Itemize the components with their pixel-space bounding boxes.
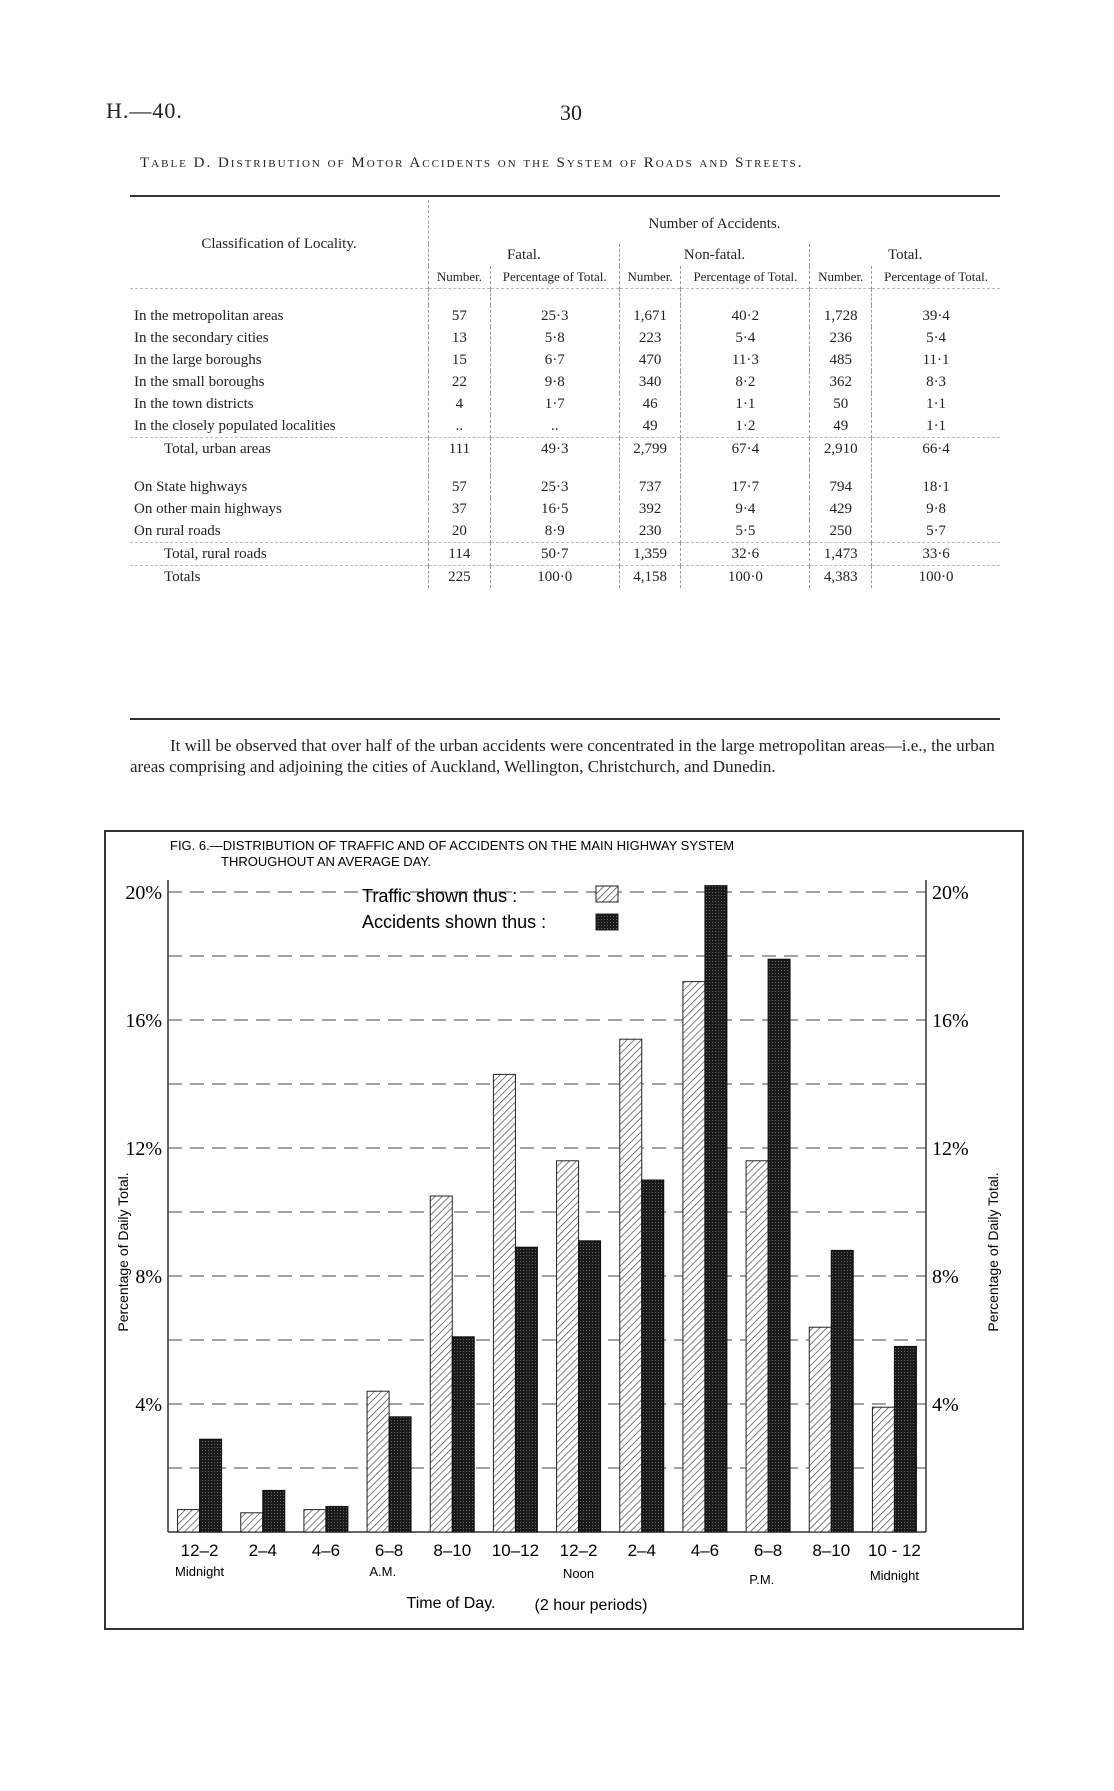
cell-value: 67·4 bbox=[681, 438, 810, 461]
cell-value: 223 bbox=[619, 327, 681, 349]
table-bottom-rule bbox=[130, 718, 1000, 720]
cell-value: 250 bbox=[810, 520, 872, 543]
cell-value: 25·3 bbox=[490, 305, 619, 327]
table-total-row bbox=[130, 438, 1000, 461]
cell-value: 8·9 bbox=[490, 520, 619, 543]
cell-value: 13 bbox=[429, 327, 491, 349]
cell-value: 1·1 bbox=[872, 393, 1000, 415]
chart-title-line2: THROUGHOUT AN AVERAGE DAY. bbox=[221, 854, 431, 869]
x-tick-label: 2–4 bbox=[248, 1541, 277, 1560]
cell-value: .. bbox=[490, 415, 619, 438]
cell-value: .. bbox=[429, 415, 491, 438]
subheader: Number. bbox=[810, 266, 872, 289]
x-note-midnight-end: Midnight bbox=[869, 1568, 919, 1583]
bar-traffic bbox=[809, 1327, 831, 1532]
cell-value: 1·1 bbox=[872, 415, 1000, 438]
bar-traffic bbox=[178, 1510, 200, 1532]
subheader: Percentage of Total. bbox=[681, 266, 810, 289]
bar-accidents bbox=[705, 886, 727, 1532]
table-row bbox=[130, 305, 1000, 327]
x-tick-label: 10 - 12 bbox=[867, 1541, 921, 1560]
classification-header: Classification of Locality. bbox=[201, 236, 357, 252]
cell-value: 230 bbox=[619, 520, 681, 543]
cell-value: 1·7 bbox=[490, 393, 619, 415]
y-tick-left: 4% bbox=[135, 1394, 162, 1416]
y-tick-left: 20% bbox=[125, 882, 162, 904]
nonfatal-header: Non-fatal. bbox=[619, 244, 810, 266]
figure-6 bbox=[104, 830, 1024, 1630]
table-top-rule bbox=[130, 195, 1000, 197]
bar-accidents bbox=[831, 1250, 853, 1532]
cell-value: 9·8 bbox=[490, 371, 619, 393]
y-axis-label-left: Percentage of Daily Total. bbox=[115, 1172, 131, 1332]
cell-value: 9·8 bbox=[872, 498, 1000, 520]
cell-value: 5·8 bbox=[490, 327, 619, 349]
bar-traffic bbox=[367, 1391, 389, 1532]
cell-value: 1,671 bbox=[619, 305, 681, 327]
x-tick-label: 10–12 bbox=[491, 1541, 540, 1560]
bar-traffic bbox=[493, 1074, 515, 1532]
cell-value: 50 bbox=[810, 393, 872, 415]
table-title: Table D. Distribution of Motor Accidents on the System of Roads and Streets. bbox=[140, 155, 804, 171]
table-row bbox=[130, 415, 1000, 438]
x-tick-label: 12–2 bbox=[559, 1541, 598, 1560]
y-tick-right: 4% bbox=[932, 1394, 959, 1416]
cell-value: 40·2 bbox=[681, 305, 810, 327]
cell-value: 114 bbox=[429, 543, 491, 566]
cell-value: 39·4 bbox=[872, 305, 1000, 327]
row-label: In the metropolitan areas bbox=[134, 308, 284, 324]
table-row bbox=[130, 498, 1000, 520]
chart-title-line1: FIG. 6.—DISTRIBUTION OF TRAFFIC AND OF ACCIDENTS ON THE MAIN HIGHWAY SYSTEM bbox=[170, 838, 735, 853]
cell-value: 11·1 bbox=[872, 349, 1000, 371]
table-row bbox=[130, 520, 1000, 543]
cell-value: 20 bbox=[429, 520, 491, 543]
bar-accidents bbox=[894, 1346, 916, 1532]
table-row bbox=[130, 393, 1000, 415]
cell-value: 362 bbox=[810, 371, 872, 393]
y-tick-left: 8% bbox=[135, 1266, 162, 1288]
cell-value: 57 bbox=[429, 305, 491, 327]
row-label: On rural roads bbox=[134, 523, 221, 539]
row-label: In the secondary cities bbox=[134, 330, 269, 346]
traffic-accidents-chart bbox=[106, 832, 1022, 1628]
cell-value: 485 bbox=[810, 349, 872, 371]
cell-value: 46 bbox=[619, 393, 681, 415]
cell-value: 32·6 bbox=[681, 543, 810, 566]
cell-value: 16·5 bbox=[490, 498, 619, 520]
cell-value: 8·2 bbox=[681, 371, 810, 393]
bar-traffic bbox=[620, 1039, 642, 1532]
bar-accidents bbox=[515, 1247, 537, 1532]
y-tick-left: 16% bbox=[125, 1010, 162, 1032]
x-tick-label: 8–10 bbox=[433, 1541, 472, 1560]
cell-value: 33·6 bbox=[872, 543, 1000, 566]
cell-value: 4 bbox=[429, 393, 491, 415]
cell-value: 2,799 bbox=[619, 438, 681, 461]
cell-value: 49 bbox=[810, 415, 872, 438]
row-label: Totals bbox=[130, 566, 429, 589]
table-row bbox=[130, 327, 1000, 349]
cell-value: 5·7 bbox=[872, 520, 1000, 543]
x-axis-label-note: (2 hour periods) bbox=[534, 1597, 648, 1614]
fatal-header: Fatal. bbox=[429, 244, 620, 266]
cell-value: 794 bbox=[810, 476, 872, 498]
table-total-row bbox=[130, 566, 1000, 589]
row-label: Total, urban areas bbox=[130, 438, 429, 461]
cell-value: 18·1 bbox=[872, 476, 1000, 498]
cell-value: 4,158 bbox=[619, 566, 681, 589]
table-total-row bbox=[130, 543, 1000, 566]
cell-value: 737 bbox=[619, 476, 681, 498]
body-paragraph: It will be observed that over half of the urban accidents were concentrated in the large metropolitan areas—i.e., the urban areas comprising and adjoining the cities of Auckland, Wellington, Christchurch, and Dunedin. bbox=[130, 736, 995, 776]
page-number: 30 bbox=[560, 100, 582, 125]
x-note-noon: Noon bbox=[563, 1566, 595, 1581]
cell-value: 17·7 bbox=[681, 476, 810, 498]
cell-value: 5·5 bbox=[681, 520, 810, 543]
legend-label-accidents: Accidents shown thus : bbox=[362, 912, 547, 932]
legend-label-traffic: Traffic shown thus : bbox=[362, 886, 518, 906]
bar-accidents bbox=[768, 959, 790, 1532]
cell-value: 1·1 bbox=[681, 393, 810, 415]
x-note-am: A.M. bbox=[369, 1564, 397, 1579]
cell-value: 37 bbox=[429, 498, 491, 520]
subheader: Percentage of Total. bbox=[490, 266, 619, 289]
bar-accidents bbox=[452, 1337, 474, 1532]
bar-accidents bbox=[389, 1417, 411, 1532]
cell-value: 225 bbox=[429, 566, 491, 589]
cell-value: 66·4 bbox=[872, 438, 1000, 461]
cell-value: 2,910 bbox=[810, 438, 872, 461]
cell-value: 1,473 bbox=[810, 543, 872, 566]
cell-value: 6·7 bbox=[490, 349, 619, 371]
row-label: In the town districts bbox=[134, 396, 254, 412]
x-tick-label: 6–8 bbox=[374, 1541, 404, 1560]
x-tick-label: 4–6 bbox=[311, 1541, 341, 1560]
bar-accidents bbox=[579, 1241, 601, 1532]
legend-swatch-traffic bbox=[596, 886, 618, 902]
y-tick-right: 20% bbox=[932, 882, 969, 904]
x-tick-label: 4–6 bbox=[690, 1541, 720, 1560]
x-tick-label: 2–4 bbox=[627, 1541, 656, 1560]
bar-traffic bbox=[683, 982, 705, 1532]
bar-accidents bbox=[200, 1439, 222, 1532]
bar-traffic bbox=[241, 1513, 263, 1532]
bar-traffic bbox=[557, 1161, 579, 1532]
table-row bbox=[130, 349, 1000, 371]
total-header: Total. bbox=[810, 244, 1000, 266]
cell-value: 1,359 bbox=[619, 543, 681, 566]
subheader: Number. bbox=[429, 266, 491, 289]
row-label: On other main highways bbox=[134, 501, 282, 517]
page-header-ref: H.—40. bbox=[106, 98, 183, 123]
cell-value: 340 bbox=[619, 371, 681, 393]
cell-value: 22 bbox=[429, 371, 491, 393]
subheader: Number. bbox=[619, 266, 681, 289]
row-label: Total, rural roads bbox=[130, 543, 429, 566]
cell-value: 57 bbox=[429, 476, 491, 498]
row-label: In the large boroughs bbox=[134, 352, 262, 368]
cell-value: 4,383 bbox=[810, 566, 872, 589]
x-tick-label: 12–2 bbox=[180, 1541, 219, 1560]
y-axis-label-right: Percentage of Daily Total. bbox=[985, 1172, 1001, 1332]
cell-value: 1,728 bbox=[810, 305, 872, 327]
cell-value: 429 bbox=[810, 498, 872, 520]
x-axis-label: Time of Day. bbox=[406, 1595, 496, 1612]
x-note-pm: P.M. bbox=[749, 1572, 775, 1587]
x-tick-label: 6–8 bbox=[753, 1541, 783, 1560]
cell-value: 15 bbox=[429, 349, 491, 371]
cell-value: 49 bbox=[619, 415, 681, 438]
cell-value: 50·7 bbox=[490, 543, 619, 566]
bar-accidents bbox=[263, 1490, 285, 1532]
accidents-table bbox=[130, 200, 1000, 588]
cell-value: 111 bbox=[429, 438, 491, 461]
cell-value: 5·4 bbox=[872, 327, 1000, 349]
cell-value: 100·0 bbox=[490, 566, 619, 589]
row-label: On State highways bbox=[134, 479, 248, 495]
cell-value: 1·2 bbox=[681, 415, 810, 438]
cell-value: 49·3 bbox=[490, 438, 619, 461]
y-tick-left: 12% bbox=[125, 1138, 162, 1160]
y-tick-right: 8% bbox=[932, 1266, 959, 1288]
legend-swatch-accidents bbox=[596, 914, 618, 930]
table-row bbox=[130, 371, 1000, 393]
y-tick-right: 12% bbox=[932, 1138, 969, 1160]
cell-value: 8·3 bbox=[872, 371, 1000, 393]
row-label: In the small boroughs bbox=[134, 374, 265, 390]
cell-value: 392 bbox=[619, 498, 681, 520]
cell-value: 9·4 bbox=[681, 498, 810, 520]
cell-value: 236 bbox=[810, 327, 872, 349]
row-label: In the closely populated localities bbox=[134, 418, 336, 434]
group-header: Number of Accidents. bbox=[429, 200, 1001, 244]
x-tick-label: 8–10 bbox=[812, 1541, 851, 1560]
cell-value: 11·3 bbox=[681, 349, 810, 371]
x-note-midnight-start: Midnight bbox=[175, 1564, 225, 1579]
y-tick-right: 16% bbox=[932, 1010, 969, 1032]
cell-value: 5·4 bbox=[681, 327, 810, 349]
bar-traffic bbox=[746, 1161, 768, 1532]
bar-traffic bbox=[304, 1510, 326, 1532]
subheader: Percentage of Total. bbox=[872, 266, 1000, 289]
bar-accidents bbox=[642, 1180, 664, 1532]
cell-value: 25·3 bbox=[490, 476, 619, 498]
cell-value: 100·0 bbox=[681, 566, 810, 589]
bar-traffic bbox=[430, 1196, 452, 1532]
bar-accidents bbox=[326, 1506, 348, 1532]
cell-value: 100·0 bbox=[872, 566, 1000, 589]
table-row bbox=[130, 476, 1000, 498]
cell-value: 470 bbox=[619, 349, 681, 371]
bar-traffic bbox=[872, 1407, 894, 1532]
